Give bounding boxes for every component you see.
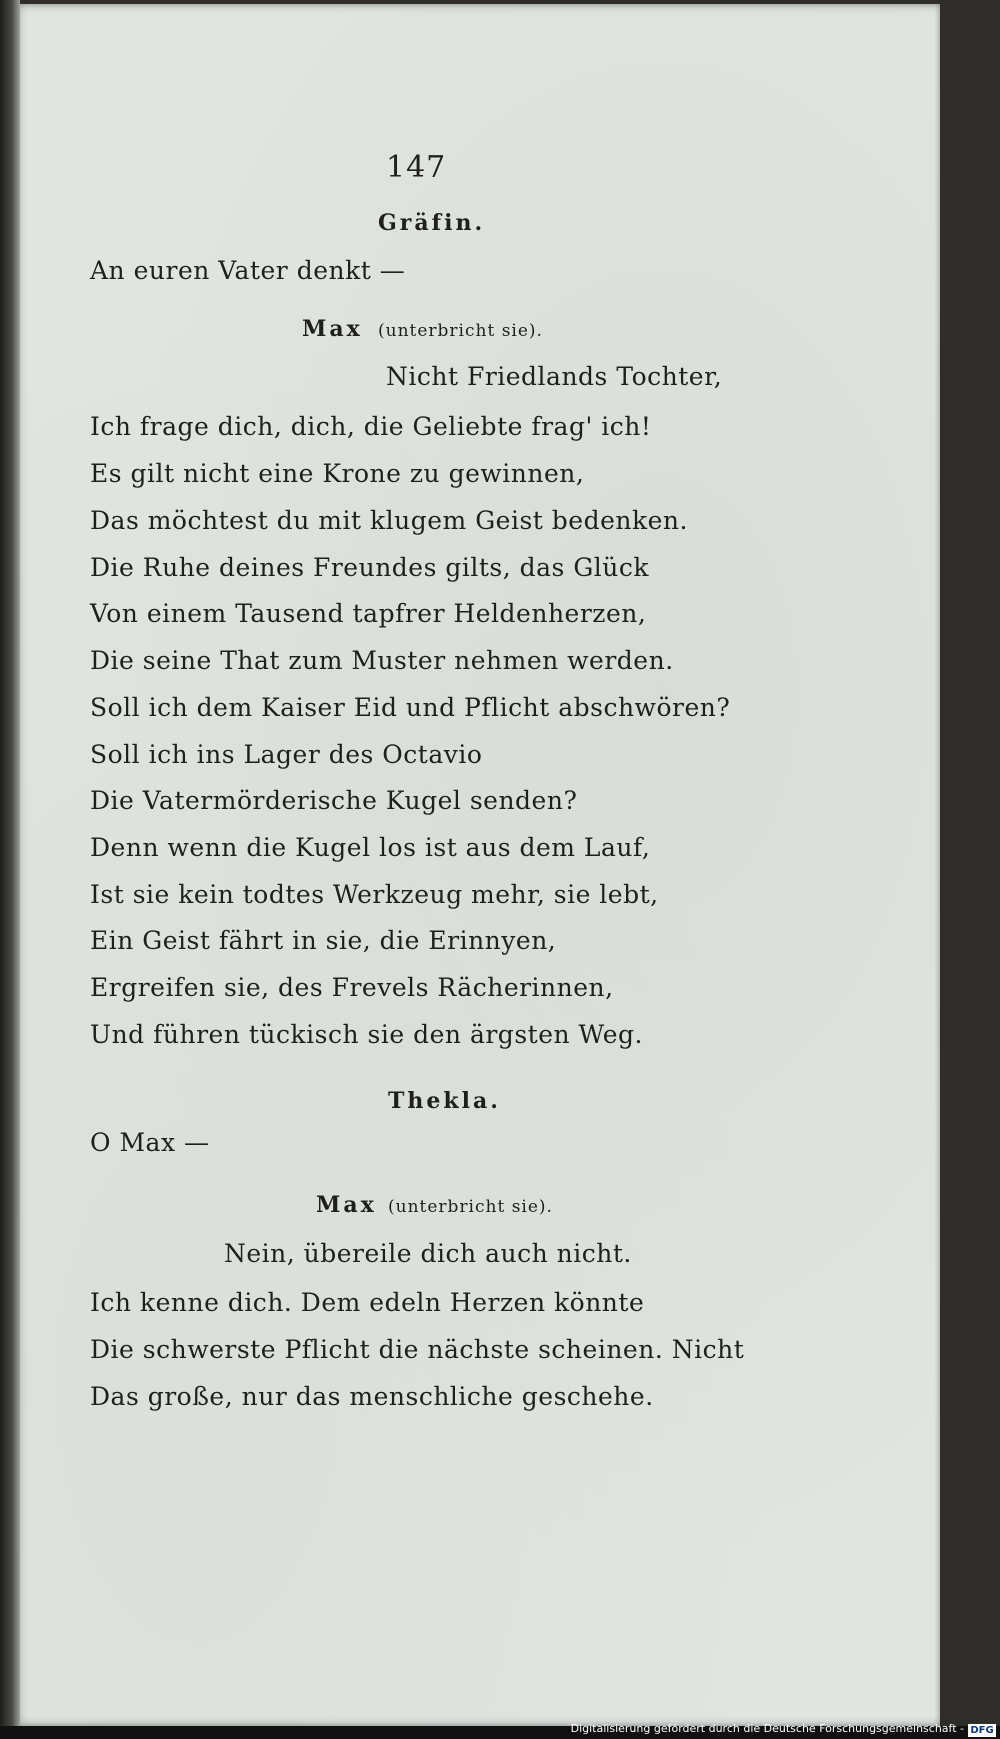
speaker-thekla: Thekla.	[388, 1088, 501, 1114]
verse-line: Die Ruhe deines Freundes gilts, das Glück	[90, 553, 650, 582]
verse-line: Ein Geist fährt in sie, die Erinnyen,	[90, 926, 557, 955]
verse-line: Das möchtest du mit klugem Geist bedenken.	[90, 506, 688, 535]
verse-line: O Max —	[90, 1128, 210, 1157]
dfg-logo: DFG	[968, 1724, 996, 1737]
speaker-max: Max	[302, 316, 363, 342]
verse-line: Nein, übereile dich auch nicht.	[224, 1239, 632, 1268]
verse-line: Ist sie kein todtes Werkzeug mehr, sie lebt,	[90, 880, 659, 909]
stage-direction: (unterbricht sie).	[378, 321, 543, 341]
verse-line: Es gilt nicht eine Krone zu gewinnen,	[90, 459, 585, 488]
verse-line: Die Vatermörderische Kugel senden?	[90, 786, 578, 815]
verse-line: An euren Vater denkt —	[90, 256, 406, 285]
verse-line: Die schwerste Pflicht die nächste scheinen. Nicht	[90, 1335, 745, 1364]
verse-line: Soll ich dem Kaiser Eid und Pflicht abschwören?	[90, 693, 731, 722]
verse-line: Denn wenn die Kugel los ist aus dem Lauf,	[90, 833, 651, 862]
stage-direction: (unterbricht sie).	[388, 1197, 553, 1217]
verse-line: Von einem Tausend tapfrer Heldenherzen,	[90, 599, 647, 628]
verse-line: Soll ich ins Lager des Octavio	[90, 740, 483, 769]
verse-line: Ich kenne dich. Dem edeln Herzen könnte	[90, 1288, 645, 1317]
verse-line: Ergreifen sie, des Frevels Rächerinnen,	[90, 973, 614, 1002]
page-number: 147	[386, 150, 447, 185]
verse-line: Ich frage dich, dich, die Geliebte frag' ich!	[90, 412, 652, 441]
verse-line: Die seine That zum Muster nehmen werden.	[90, 646, 674, 675]
verse-line: Und führen tückisch sie den ärgsten Weg.	[90, 1020, 643, 1049]
verse-line: Nicht Friedlands Tochter,	[386, 362, 723, 391]
speaker-graefin: Gräfin.	[378, 210, 486, 236]
page-edge	[0, 0, 20, 1739]
funding-credit: Digitalisierung gefördert durch die Deutsche Forschungsgemeinschaft -	[570, 1722, 964, 1735]
speaker-max: Max	[316, 1192, 377, 1218]
verse-line: Das große, nur das menschliche geschehe.	[90, 1382, 654, 1411]
